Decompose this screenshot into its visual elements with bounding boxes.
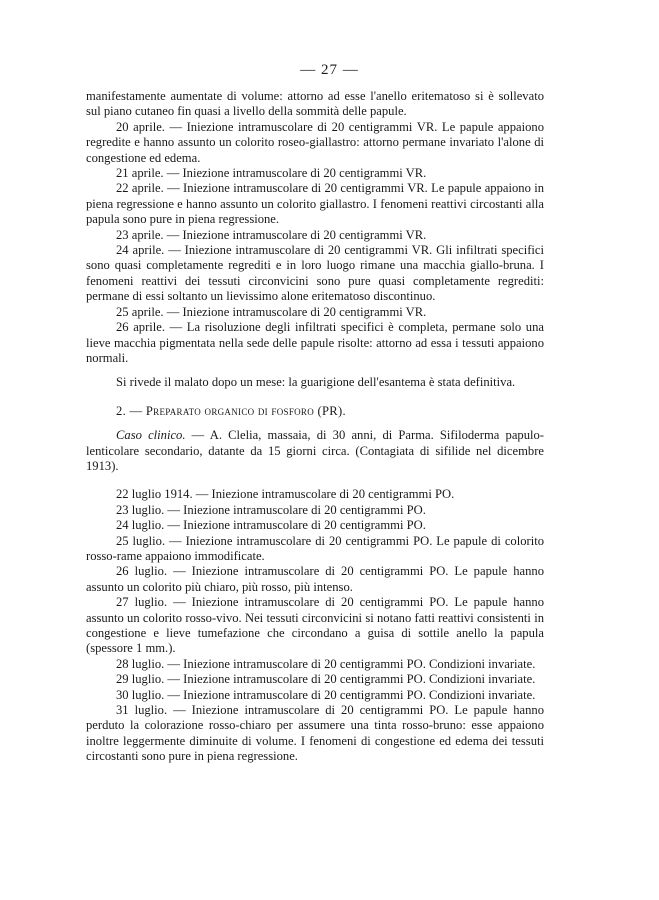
- paragraph-continuation: manifestamente aumentate di volume: attorno ad esse l'anello eritematoso si è sollevato sul piano cutaneo fin quasi a livello della sommità delle papule.: [86, 89, 544, 119]
- case-text: — A. Clelia, massaia, di 30 anni, di Parma. Sifiloderma papulo-lenticolare secondario, datante da 15 giorni circa. (Contagiata di sifilide nel dicembre 1913).: [86, 428, 544, 473]
- section-title: Preparato organico di fosforo: [145, 403, 315, 418]
- body-text: [86, 89, 544, 765]
- entry-23-luglio: 23 luglio. — Iniezione intramuscolare di 20 centigrammi PO.: [116, 502, 426, 517]
- entry-26-aprile: 26 aprile. — La risoluzione degli infiltrati specifici è completa, permane solo una lieve macchia pigmentata nella sede delle papule risolte: attorno ad essa i tessuti appaiono normali.: [86, 320, 544, 365]
- entry-20-aprile: 20 aprile. — Iniezione intramuscolare di 20 centigrammi VR. Le papule appaiono regredite e hanno assunto un colorito roseo-giallastro: attorno permane invariato l'alone di congestione ed edema.: [86, 119, 544, 165]
- entry-21-aprile: 21 aprile. — Iniezione intramuscolare di 20 centigrammi VR.: [116, 166, 427, 181]
- entry-24-luglio: 24 luglio. — Iniezione intramuscolare di 20 centigrammi PO.: [116, 518, 426, 533]
- conclusion-paragraph: Si rivede il malato dopo un mese: la guarigione dell'esantema è stata definitiva.: [116, 375, 516, 390]
- entry-25-aprile: 25 aprile. — Iniezione intramuscolare di 20 centigrammi VR.: [116, 304, 427, 319]
- entry-30-luglio: 30 luglio. — Iniezione intramuscolare di 20 centigrammi PO. Condizioni invariate.: [116, 687, 536, 702]
- entry-27-luglio: 27 luglio. — Iniezione intramuscolare di 20 centigrammi PO. Le papule hanno assunto un colorito rosso-vivo. Nei tessuti circonvicini si notano fatti reattivi consistenti in congestione e lieve tumefazione che circondano a guisa di sottile anello la papula (spessore 1 mm.).: [86, 595, 544, 656]
- entry-22-aprile: 22 aprile. — Iniezione intramuscolare di 20 centigrammi VR. Le papule appaiono in piena regressione e hanno assunto un colorito giallastro. I fenomeni reattivi circostanti alla papula sono pure in piena regressione.: [86, 181, 544, 227]
- case-paragraph: [86, 428, 544, 474]
- entry-31-luglio: 31 luglio. — Iniezione intramuscolare di 20 centigrammi PO. Le papule hanno perduto la colorazione rosso-chiaro per assumere una tinta rosso-bruno: esse appaiono inoltre leggermente diminuite di volume. I fenomeni di congestione ed edema dei tessuti circostanti sono pure in piena regressione.: [86, 703, 544, 764]
- entry-25-luglio: 25 luglio. — Iniezione intramuscolare di 20 centigrammi PO. Le papule di colorito rosso-rame appaiono immodificate.: [86, 533, 544, 563]
- section-number: 2. —: [116, 403, 146, 418]
- case-label: Caso clinico.: [116, 428, 186, 443]
- entry-28-luglio: 28 luglio. — Iniezione intramuscolare di 20 centigrammi PO. Condizioni invariate.: [116, 656, 536, 671]
- entry-24-aprile: 24 aprile. — Iniezione intramuscolare di 20 centigrammi VR. Gli infiltrati specifici sono quasi completamente regrediti e in loro luogo rimane una macchia giallo-bruna. I fenomeni reattivi dei tessuti circonvicini sono pure quasi completamente regrediti: permane di essi soltanto un lievissimo alone eritematoso discontinuo.: [86, 243, 544, 304]
- page-number: — 27 —: [300, 62, 359, 78]
- entry-29-luglio: 29 luglio. — Iniezione intramuscolare di 20 centigrammi PO. Condizioni invariate.: [116, 672, 536, 687]
- entry-22-luglio: 22 luglio 1914. — Iniezione intramuscolare di 20 centigrammi PO.: [116, 487, 455, 502]
- section-heading: [86, 404, 544, 419]
- entry-23-aprile: 23 aprile. — Iniezione intramuscolare di 20 centigrammi VR.: [116, 227, 427, 242]
- entry-26-luglio: 26 luglio. — Iniezione intramuscolare di 20 centigrammi PO. Le papule hanno assunto un colorito più chiaro, più rosso, più intenso.: [86, 564, 544, 594]
- section-abbr: (PR).: [314, 403, 346, 418]
